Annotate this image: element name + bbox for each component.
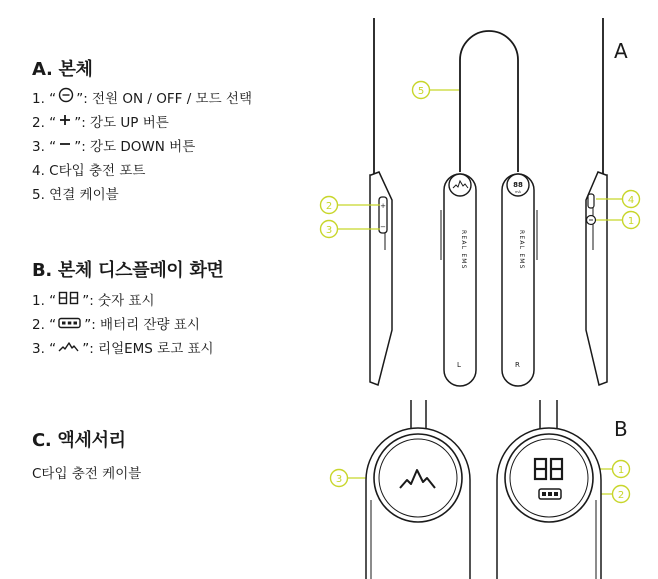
- section-b-title: B. 본체 디스플레이 화면: [32, 260, 224, 281]
- svg-text:3: 3: [335, 474, 343, 485]
- section-c-text: C타입 충전 케이블: [32, 466, 142, 482]
- item-text: : 강도 UP 버튼: [81, 115, 169, 131]
- section-b-item-1: 1. “ ” : 숫자 표시: [32, 289, 154, 313]
- mini-display-sub: mA: [515, 190, 521, 194]
- item-text: : 숫자 표시: [89, 293, 155, 309]
- svg-text:2: 2: [325, 201, 333, 212]
- left-letter: L: [457, 361, 461, 369]
- item-text: : 강도 DOWN 버튼: [81, 139, 196, 155]
- section-a-item-5: 5. 연결 케이블: [32, 187, 119, 203]
- item-number: 2.: [32, 115, 45, 131]
- svg-text:+: +: [380, 202, 386, 210]
- diagram-label-b: B: [614, 417, 628, 441]
- brand-text-left: REAL EMS: [460, 230, 467, 270]
- svg-text:5: 5: [417, 86, 425, 97]
- section-a-item-1: 1. “ ” : 전원 ON / OFF / 모드 선택: [32, 87, 252, 111]
- right-letter: R: [515, 361, 520, 369]
- mini-display-digits: 88: [513, 181, 523, 189]
- closeup-left-head: [366, 400, 470, 579]
- item-number: 2.: [32, 317, 45, 333]
- section-b-item-3: 3. “ ” : 리얼EMS 로고 표시: [32, 337, 214, 361]
- svg-text:1: 1: [617, 465, 625, 476]
- svg-text:2: 2: [617, 490, 625, 501]
- svg-text:3: 3: [325, 225, 333, 236]
- svg-text:−: −: [380, 223, 386, 231]
- section-a-item-3: 3. “ ” : 강도 DOWN 버튼: [32, 135, 195, 159]
- side-view-right-unit: [586, 18, 607, 385]
- item-number: 3.: [32, 341, 45, 357]
- section-b-item-2: 2. “ ” : 배터리 잔량 표시: [32, 313, 200, 337]
- svg-text:1: 1: [627, 216, 635, 227]
- usb-c-port: [588, 194, 594, 208]
- diagram-label-a: A: [614, 39, 628, 63]
- item-text: : 리얼EMS 로고 표시: [89, 341, 214, 357]
- section-a-title: A. 본체: [32, 59, 93, 80]
- front-right-unit: [502, 174, 537, 386]
- section-a-item-4: 4. C타입 충전 포트: [32, 163, 146, 179]
- item-number: 1.: [32, 293, 45, 309]
- section-a-item-2: 2. “ ” : 강도 UP 버튼: [32, 111, 169, 135]
- item-text: : 배터리 잔량 표시: [91, 317, 200, 333]
- connection-cable: [460, 31, 518, 172]
- item-text: : 전원 ON / OFF / 모드 선택: [83, 91, 252, 107]
- closeup-right-head: [497, 400, 601, 579]
- brand-text-right: REAL EMS: [518, 230, 525, 270]
- section-c-title: C. 액세서리: [32, 430, 126, 451]
- svg-text:4: 4: [627, 195, 635, 206]
- item-number: 1.: [32, 91, 45, 107]
- side-view-left-unit: [370, 18, 392, 385]
- item-number: 3.: [32, 139, 45, 155]
